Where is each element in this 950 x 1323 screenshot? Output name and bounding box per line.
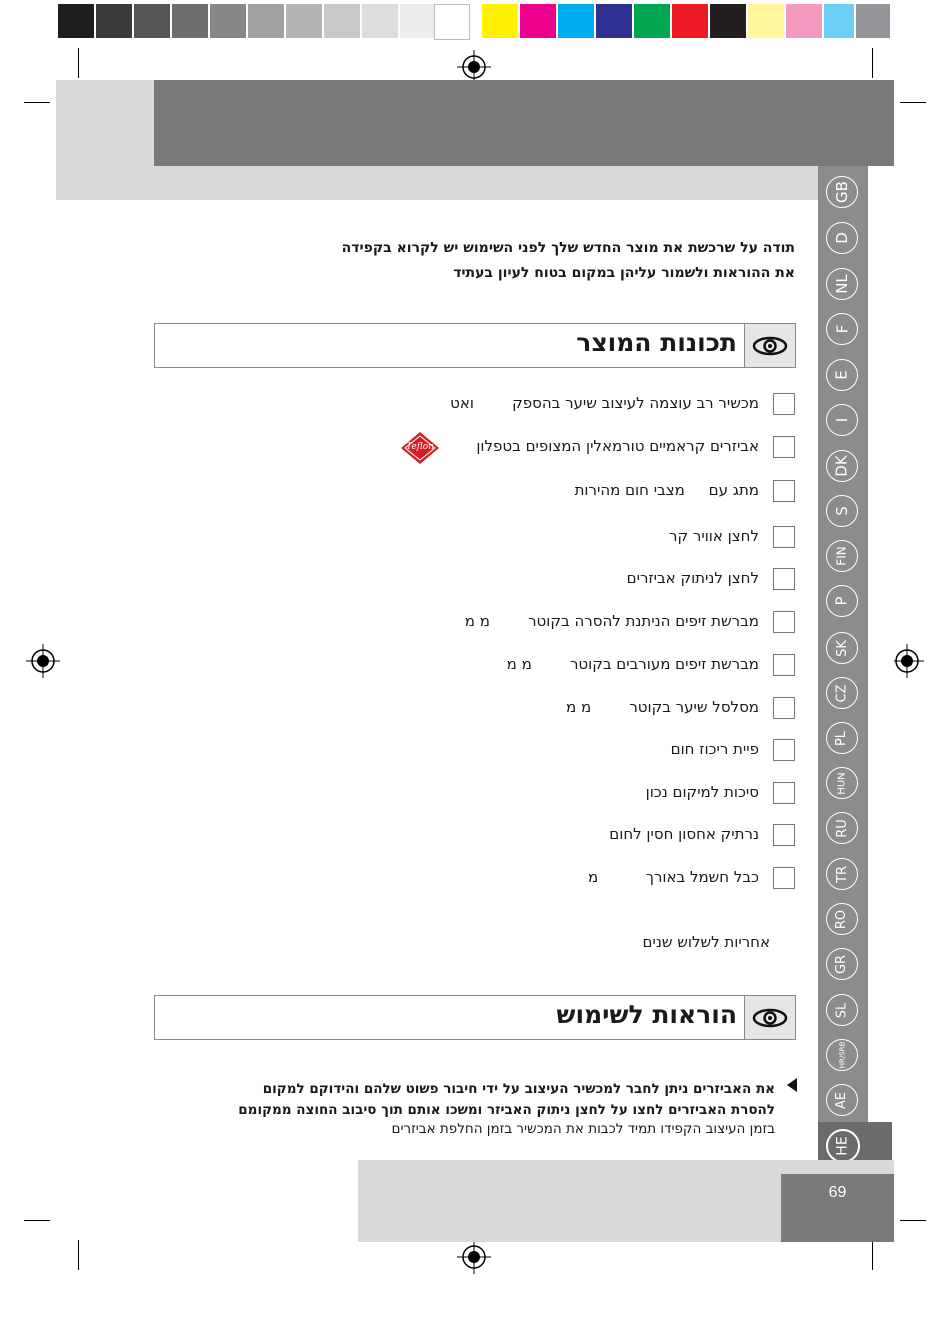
list-item: מברשת זיפים הניתנת להסרה בקוטר מ מ xyxy=(175,611,795,633)
swatch xyxy=(824,4,854,38)
lang-tab-s[interactable]: S xyxy=(826,495,858,527)
page-number: 69 xyxy=(828,1184,847,1201)
swatch xyxy=(96,4,132,38)
list-item: כבל חשמל באורך מ xyxy=(175,867,795,889)
instruction-line-1: את האביזרים ניתן לחבר למכשיר העיצוב על ידי חיבור פשוט שלהם והידוקם למקום xyxy=(262,1081,775,1097)
list-item: סיכות למיקום נכון xyxy=(175,782,795,804)
features-section-title: תכונות המוצר xyxy=(576,328,737,357)
feature-checkbox xyxy=(773,739,795,761)
lang-tab-p[interactable]: P xyxy=(826,585,858,617)
feature-checkbox xyxy=(773,824,795,846)
list-item: נרתיק אחסון חסין לחום xyxy=(175,824,795,846)
lang-tab-i[interactable]: I xyxy=(826,404,858,436)
feature-checkbox xyxy=(773,867,795,889)
eye-icon xyxy=(745,996,795,1039)
swatch xyxy=(324,4,360,38)
bullet-triangle-icon xyxy=(787,1078,797,1092)
features-section-header xyxy=(154,323,796,368)
lang-tab-cz[interactable]: CZ xyxy=(826,677,858,709)
swatch xyxy=(558,4,594,38)
header-dark-band xyxy=(154,80,894,166)
lang-tab-hun[interactable]: HUN xyxy=(826,767,858,799)
feature-checkbox xyxy=(773,568,795,590)
list-item: אביזרים קראמיים טורמאלין המצופים בטפלון xyxy=(175,436,795,458)
swatch xyxy=(672,4,708,38)
swatch xyxy=(434,4,470,40)
warranty-text: אחריות לשלוש שנים xyxy=(642,933,770,951)
swatch xyxy=(58,4,94,38)
swatch xyxy=(482,4,518,38)
feature-checkbox xyxy=(773,436,795,458)
lang-tab-dk[interactable]: DK xyxy=(826,450,858,482)
lang-tab-ro[interactable]: RO xyxy=(826,903,858,935)
swatch xyxy=(248,4,284,38)
swatch xyxy=(286,4,322,38)
swatch xyxy=(786,4,822,38)
instruction-line-3: בזמן העיצוב הקפידו תמיד לכבות את המכשיר בזמן החלפת אביזרים xyxy=(391,1121,775,1137)
lang-tab-fin[interactable]: FIN xyxy=(826,540,858,572)
swatch xyxy=(400,4,436,38)
usage-section-title: הוראות לשימוש xyxy=(556,1000,737,1029)
list-item: לחצן אוויר קר xyxy=(175,526,795,548)
page-number-box xyxy=(781,1174,894,1242)
feature-checkbox xyxy=(773,480,795,502)
eye-icon xyxy=(745,324,795,367)
lang-tab-e[interactable]: E xyxy=(826,359,858,391)
list-item: מכשיר רב עוצמה לעיצוב שיער בהספק ואט xyxy=(175,393,795,415)
swatch xyxy=(710,4,746,38)
lang-tab-pl[interactable]: PL xyxy=(826,722,858,754)
registration-mark-icon xyxy=(26,644,60,678)
lang-tab-sl[interactable]: SL xyxy=(826,994,858,1026)
lang-tab-sk[interactable]: SK xyxy=(826,632,858,664)
swatch xyxy=(596,4,632,38)
lang-tab-gb[interactable]: GB xyxy=(826,176,858,208)
lang-tab-d[interactable]: D xyxy=(826,222,858,254)
feature-checkbox xyxy=(773,611,795,633)
swatch xyxy=(134,4,170,38)
list-item: פיית ריכוז חום xyxy=(175,739,795,761)
registration-mark-icon xyxy=(457,1240,491,1274)
lang-tab-nl[interactable]: NL xyxy=(826,268,858,300)
list-item: מברשת זיפים מעורבים בקוטר מ מ xyxy=(175,654,795,676)
intro-line-1: תודה על שרכשת את מוצר החדש שלך לפני השימוש יש לקרוא בקפידה xyxy=(341,240,795,256)
list-item: לחצן לניתוק אביזרים xyxy=(175,568,795,590)
swatch xyxy=(362,4,398,38)
lang-tab-ae[interactable]: AE xyxy=(826,1084,858,1116)
feature-checkbox xyxy=(773,526,795,548)
registration-mark-icon xyxy=(457,50,491,84)
swatch xyxy=(634,4,670,38)
lang-tab-ru[interactable]: RU xyxy=(826,812,858,844)
feature-checkbox xyxy=(773,697,795,719)
list-item: מסלסל שיער בקוטר מ מ xyxy=(175,697,795,719)
teflon-logo: Teflon xyxy=(400,431,440,465)
intro-line-2: את ההוראות ולשמור עליהן במקום בטוח לעיון בעתיד xyxy=(453,265,795,281)
lang-tab-hr-srb[interactable]: HR/SRB xyxy=(826,1039,858,1071)
usage-section-header xyxy=(154,995,796,1040)
list-item: מתג עם מצבי חום מהירות xyxy=(175,480,795,502)
lang-tab-gr[interactable]: GR xyxy=(826,948,858,980)
lang-tab-he-active[interactable]: HE xyxy=(826,1129,860,1163)
feature-checkbox xyxy=(773,654,795,676)
feature-checkbox xyxy=(773,393,795,415)
swatch xyxy=(210,4,246,38)
swatch xyxy=(748,4,784,38)
swatch xyxy=(520,4,556,38)
lang-tab-tr[interactable]: TR xyxy=(826,858,858,890)
feature-checkbox xyxy=(773,782,795,804)
registration-mark-icon xyxy=(890,644,924,678)
lang-tab-f[interactable]: F xyxy=(826,313,858,345)
swatch xyxy=(172,4,208,38)
swatch xyxy=(856,4,890,38)
instruction-line-2: להסרת האביזרים לחצו על לחצן ניתוק האביזר ומשכו אותם תוך סיבוב החוצה ממקומם xyxy=(238,1102,775,1118)
